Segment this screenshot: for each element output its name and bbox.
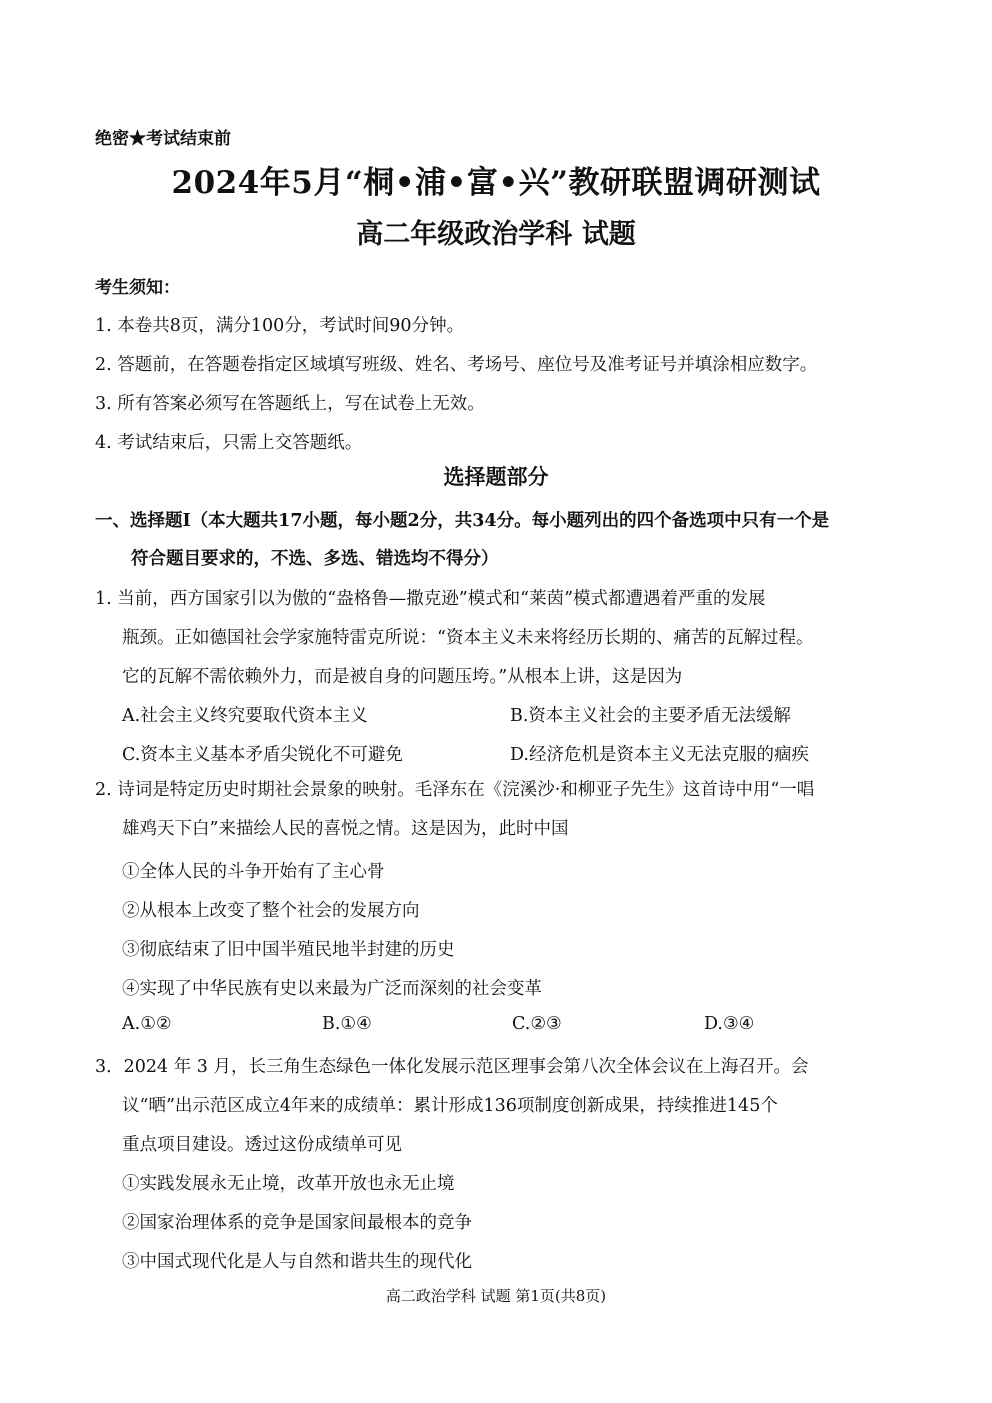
notice-item: 2. 答题前，在答题卷指定区域填写班级、姓名、考场号、座位号及准考证号并填涂相应数字。 <box>95 355 818 375</box>
section-instruction: 一、选择题Ⅰ（本大题共17小题，每小题2分，共34分。每小题列出的四个备选项中只有一个是 <box>95 511 830 531</box>
question-3-statement: ②国家治理体系的竞争是国家间最根本的竞争 <box>122 1213 472 1233</box>
question-3-statement: ③中国式现代化是人与自然和谐共生的现代化 <box>122 1252 472 1272</box>
question-1-option-d: D.经济危机是资本主义无法克服的痼疾 <box>510 745 809 765</box>
question-1-stem: 1. 当前，西方国家引以为傲的“盎格鲁—撒克逊”模式和“莱茵”模式都遭遇着严重的发展 <box>95 589 766 609</box>
exam-subtitle: 高二年级政治学科 试题 <box>356 219 636 250</box>
question-2-option-c: C.②③ <box>512 1014 562 1034</box>
question-2-statement: ③彻底结束了旧中国半殖民地半封建的历史 <box>122 940 455 960</box>
notice-heading: 考生须知： <box>95 278 180 298</box>
confidential-mark: 绝密★考试结束前 <box>95 129 231 149</box>
question-3-statement: ①实践发展永无止境，改革开放也永无止境 <box>122 1174 455 1194</box>
question-3-stem: 议“晒”出示范区成立4年来的成绩单：累计形成136项制度创新成果，持续推进145个 <box>122 1096 778 1116</box>
question-1-stem: 它的瓦解不需依赖外力，而是被自身的问题压垮。”从根本上讲，这是因为 <box>122 667 683 687</box>
question-3-stem: 重点项目建设。透过这份成绩单可见 <box>122 1135 402 1155</box>
question-1-option-a: A.社会主义终究要取代资本主义 <box>122 706 368 726</box>
section-title: 选择题部分 <box>443 464 549 489</box>
question-2-stem: 雄鸡天下白”来描绘人民的喜悦之情。这是因为，此时中国 <box>122 819 569 839</box>
question-2-statement: ②从根本上改变了整个社会的发展方向 <box>122 901 420 921</box>
question-1-option-c: C.资本主义基本矛盾尖锐化不可避免 <box>122 745 403 765</box>
page-footer: 高二政治学科 试题 第1页(共8页) <box>385 1287 607 1305</box>
question-1-option-b: B.资本主义社会的主要矛盾无法缓解 <box>510 706 791 726</box>
exam-title: 2024年5月“桐•浦•富•兴”教研联盟调研测试 <box>171 165 821 201</box>
question-2-statement: ④实现了中华民族有史以来最为广泛而深刻的社会变革 <box>122 979 542 999</box>
question-3-stem: 3．2024 年 3 月，长三角生态绿色一体化发展示范区理事会第八次全体会议在上海召开。会 <box>95 1057 809 1077</box>
notice-item: 1. 本卷共8页，满分100分，考试时间90分钟。 <box>95 316 465 336</box>
question-1-stem: 瓶颈。正如德国社会学家施特雷克所说：“资本主义未来将经历长期的、痛苦的瓦解过程。 <box>122 628 814 648</box>
section-instruction: 符合题目要求的，不选、多选、错选均不得分） <box>131 549 499 569</box>
question-2-stem: 2. 诗词是特定历史时期社会景象的映射。毛泽东在《浣溪沙·和柳亚子先生》这首诗中用“一唱 <box>95 780 815 800</box>
question-2-option-a: A.①② <box>122 1014 172 1034</box>
notice-item: 3. 所有答案必须写在答题纸上，写在试卷上无效。 <box>95 394 485 414</box>
question-2-option-d: D.③④ <box>704 1014 755 1034</box>
question-2-statement: ①全体人民的斗争开始有了主心骨 <box>122 862 385 882</box>
question-2-option-b: B.①④ <box>322 1014 372 1034</box>
notice-item: 4. 考试结束后，只需上交答题纸。 <box>95 433 363 453</box>
